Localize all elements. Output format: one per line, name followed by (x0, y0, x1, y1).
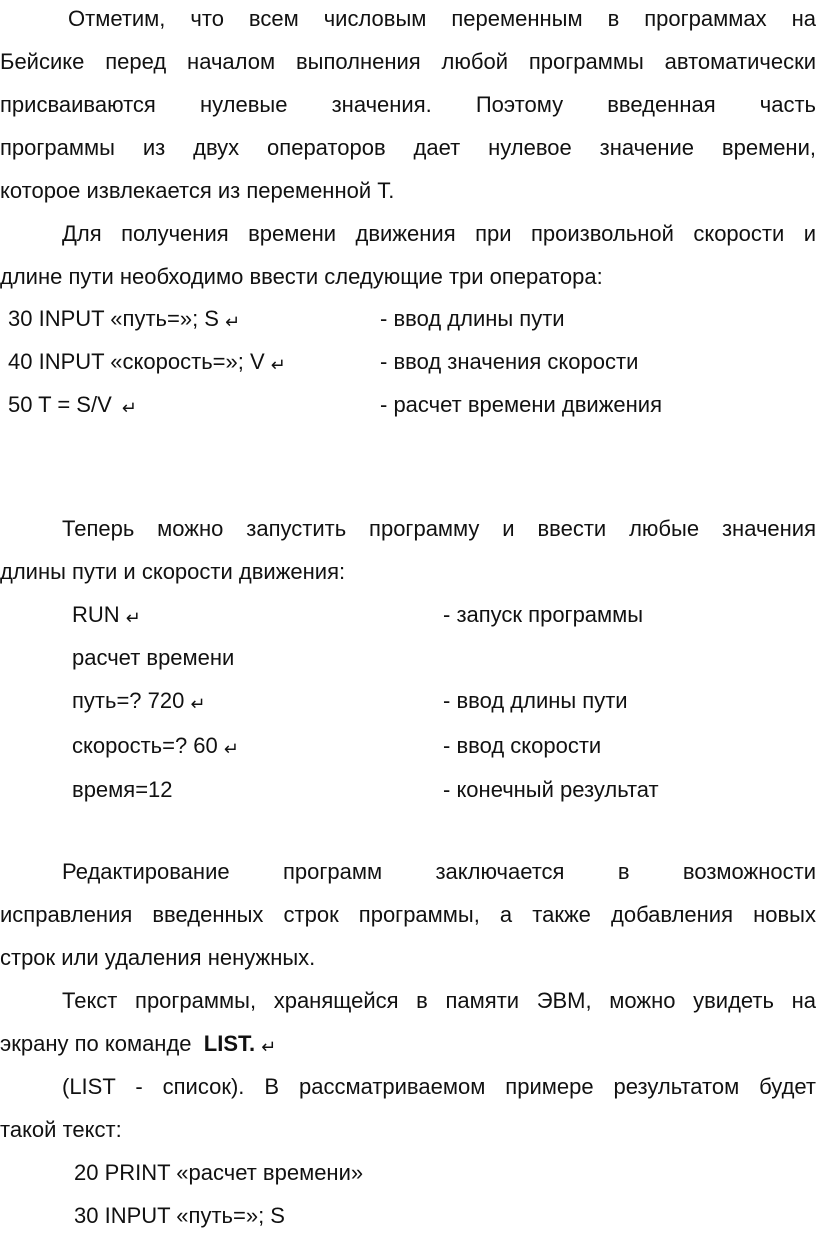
paragraph-1-line-4: программы из двух операторов дает нулевое значение времени, (0, 135, 816, 160)
enter-icon: ↵ (261, 1037, 277, 1057)
list-command: LIST. (203, 1031, 256, 1056)
paragraph-4-line-1: Редактирование программ заключается в возможности (62, 859, 816, 884)
paragraph-6-line-1: (LIST - список). В рассматриваемом примере результатом будет (62, 1074, 816, 1099)
run-session-line-3: путь=? 720 ↵ (72, 688, 206, 714)
enter-icon: ↵ (223, 739, 239, 759)
paragraph-1-line-2: Бейсике перед началом выполнения любой программы автоматически (0, 49, 816, 74)
paragraph-1-line-1: Отметим, что всем числовым переменным в программах на (68, 6, 816, 31)
program-line-40-comment: - ввод значения скорости (380, 349, 639, 374)
enter-icon: ↵ (224, 312, 241, 332)
paragraph-1-line-5: которое извлекается из переменной T. (0, 178, 395, 203)
run-session-comment-1: - запуск программы (443, 602, 644, 627)
program-line-50: 50 T = S/V ↵ (8, 392, 137, 418)
enter-icon: ↵ (125, 608, 141, 628)
enter-icon: ↵ (121, 398, 137, 418)
run-session-comment-5: - конечный результат (443, 777, 659, 802)
program-line-30: 30 INPUT «путь=»; S ↵ (8, 306, 241, 332)
program-line-50-comment: - расчет времени движения (380, 392, 663, 417)
listing-line-20: 20 PRINT «расчет времени» (74, 1160, 364, 1185)
run-session-comment-4: - ввод скорости (443, 733, 602, 758)
paragraph-4-line-2: исправления введенных строк программы, а также добавления новых (0, 902, 816, 927)
paragraph-2-line-1: Для получения времени движения при произвольной скорости и (62, 221, 816, 246)
enter-icon: ↵ (270, 355, 286, 375)
paragraph-3-line-1: Теперь можно запустить программу и ввести любые значения (62, 516, 816, 541)
run-session-line-1: RUN ↵ (72, 602, 141, 628)
paragraph-1-line-3: присваиваются нулевые значения. Поэтому введенная часть (0, 92, 816, 117)
run-session-line-5: время=12 (72, 777, 173, 802)
paragraph-5-line-2: экрану по команде LIST. ↵ (0, 1031, 277, 1057)
program-line-30-comment: - ввод длины пути (380, 306, 565, 331)
enter-icon: ↵ (190, 694, 206, 714)
run-session-line-4: скорость=? 60 ↵ (72, 733, 239, 759)
program-line-40: 40 INPUT «скорость=»; V ↵ (8, 349, 286, 375)
run-session-comment-3: - ввод длины пути (443, 688, 628, 713)
run-session-line-2: расчет времени (72, 645, 235, 670)
paragraph-6-line-2: такой текст: (0, 1117, 122, 1142)
listing-line-30: 30 INPUT «путь=»; S (74, 1203, 285, 1228)
paragraph-2-line-2: длине пути необходимо ввести следующие три оператора: (0, 264, 603, 289)
paragraph-4-line-3: строк или удаления ненужных. (0, 945, 316, 970)
paragraph-3-line-2: длины пути и скорости движения: (0, 559, 346, 584)
paragraph-5-line-1: Текст программы, хранящейся в памяти ЭВМ, можно увидеть на (62, 988, 816, 1013)
